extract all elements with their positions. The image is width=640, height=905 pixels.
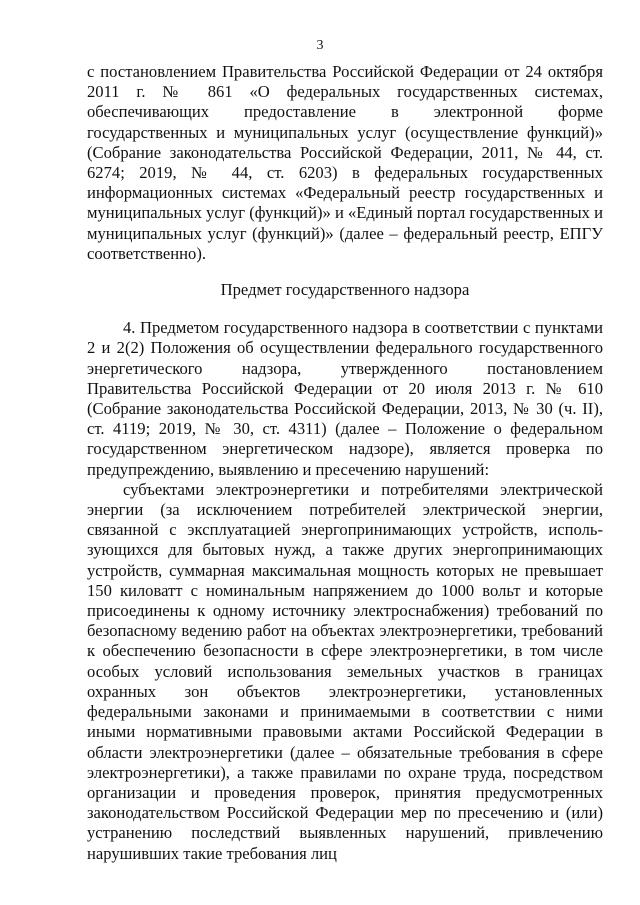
paragraph-subjects: субъектами электроэнергетики и потребителями электрической энергии (за исключением потребителей электрической энергии, связанной с эксплуатацией энергопринимающих устройств, использующихся для бытовых нужд, а также других энергопринимающих устройств, суммарная максимальная мощность которых не превышает 150 киловатт с номинальным напряжением до 1000 вольт и которые присоединены к одному источнику электроснабжения) требований по безопасному ведению работ на объектах электроэнергетики, требований к обеспечению безопасности в сфере электроэнергетики, в том числе особых условий использования земельных участков в границах охранных зон объектов электроэнергетики, установленных федеральными законами и принимаемыми в соответствии с ними иными нормативными правовыми актами Российской Федерации в области электроэнергетики (далее – обязательные требования в сфере электроэнергетики), а также правилами по охране труда, посредством организации и проведения проверок, принятия предусмотренных законодательством Российской Федерации мер по пресечению и (или) устранению последствий выявленных нарушений, привлечению нарушивших такие требования лиц [87,479,603,863]
page-number: 3 [316,38,324,53]
paragraph-4: 4. Предметом государственного надзора в соответствии с пунктами 2 и 2(2) Положения об осуществлении федерального государственного энергетического надзора, утвержденного постановлением Правительства Российской Федерации от 20 июля 2013 г. № 610 (Собрание законодательства Российской Федерации, 2013, № 30 (ч. II), ст. 4119; 2019, № 30, ст. 4311) (далее – Положение о федеральном государственном энергетическом надзоре), является проверка по предупреждению, выявлению и пресечению нарушений: [87,318,603,479]
document-body [87,62,603,864]
section-heading: Предмет государственного надзора [220,280,470,300]
intro-paragraph: с постановлением Правительства Российской Федерации от 24 октября 2011 г. № 861 «О федеральных государственных системах, обеспечивающих предоставление в электронной форме государственных и муниципальных услуг (осуществление функций)» (Собрание законодательства Российской Федерации, 2011, № 44, ст. 6274; 2019, № 44, ст. 6203) в федеральных государственных информационных системах «Федеральный реестр государственных и муниципальных услуг (функций)» и «Единый портал государственных и муниципальных услуг (функций)» (далее – федеральный реестр, ЕПГУ соответственно). [87,62,603,263]
